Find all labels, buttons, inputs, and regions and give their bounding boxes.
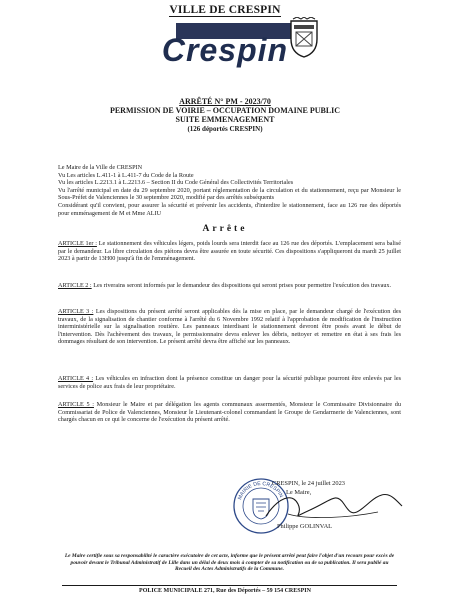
article-label: ARTICLE 4 : <box>58 375 94 382</box>
article-text: Les véhicules en infraction dont la présence constitue un danger pour la sécurité publique pourront être enlevés par les services de police aux frais de leur propriétaire. <box>58 375 402 390</box>
town-name-text: VILLE DE CRESPIN <box>169 4 281 16</box>
decree-title-block <box>0 97 450 134</box>
article-text: Les riverains seront informés par le demandeur des dispositions qui seront prises pour permettre l'exécution des travaux. <box>93 282 392 289</box>
preamble <box>58 164 401 217</box>
article-text: Les dispositions du présent arrêté seront applicables dès la mise en place, par le demandeur chargé de l'exécution des travaux, de la signalisation de chantier conforme à l'arrêté du 6 Novembre 1992 relatif à l'approbation de modification de l'instruction interministérielle sur la signalisation routière. Les panneaux interdisant le stationnement devront être posés avant le début de l'intervention. Dès l'achèvement des travaux, le permissionnaire devra enlever les débris, nettoyer et remettre en état à ses frais les dommages résultant de son intervention. Le présent arrêté devra être affiché sur les panneaux. <box>58 308 401 346</box>
preamble-line: Le Maire de la Ville de CRESPIN <box>58 164 143 171</box>
article-2 <box>58 282 401 290</box>
decree-number: ARRÊTÉ N° PM - 2023/70 <box>179 97 271 106</box>
article-label: ARTICLE 1er : <box>58 240 97 247</box>
decree-subject: PERMISSION DE VOIRIE – OCCUPATION DOMAINE PUBLIC <box>109 106 341 116</box>
handwritten-signature <box>258 486 408 526</box>
preamble-line: Considérant qu'il convient, pour assurer la sécurité et prévenir les accidents, d'interdire le stationnement, face au 126 rue des déportés pour emménagement de M et Mme ALIU <box>58 201 401 217</box>
article-1 <box>58 240 401 263</box>
article-4 <box>58 375 401 390</box>
signatory-name: Philippe GOLINVAL <box>277 523 333 530</box>
preamble-line: Vu l'arrêté municipal en date du 29 septembre 2020, portant réglementation de la circulation et du stationnement, reçu par Monsieur le Sous-Préfet de Valenciennes le 30 septembre 2020, modifié par des arrêtés subséquents <box>58 186 401 202</box>
town-name-header <box>0 4 450 16</box>
decree-location: (126 déportés CRESPIN) <box>187 124 263 133</box>
article-3 <box>58 308 401 346</box>
article-text: Le stationnement des véhicules légers, poids lourds sera interdit face au 126 rue des déportés. L'emplacement sera balisé par le demandeur. La libre circulation des piétons devra être assurée en toute sécurité. Ces dispositions s'appliqueront du mardi 25 juillet 2023 à partir de 13H00 jusqu'à fin de l'emménagement. <box>58 240 402 263</box>
arrete-heading: Arrête <box>202 224 248 234</box>
legal-notice: Le Maire certifie sous sa responsabilité le caractère exécutoire de cet acte, informe que le présent arrêté peut faire l'objet d'un recours pour excès de pouvoir devant le Tribunal Administratif de Lille dans un délai de deux mois à compter de sa notification ou de sa publication. Il sera publié au Recueil des Actes Administratifs de la Commune. <box>64 553 395 573</box>
preamble-line: Vu Les articles L.411-1 à L.411-7 du Code de la Route <box>58 171 194 179</box>
signature-role: Le Maire, <box>286 489 312 496</box>
article-text: Monsieur le Maire et par délégation les agents communaux assermentés, Monsieur le Commissaire Divisionnaire du Commissariat de Police de Valenciennes, Monsieur le Lieutenant-colonel commandant le Groupe de Gendarmerie de Valenciennes, sont chargés chacun en ce qui le concerne de l'exécution du présent arrêté. <box>58 401 401 424</box>
preamble-line: Vu les articles L.2213.1 à L.2213.6 – Section II du Code Général des Collectivités Territoriales <box>58 179 294 187</box>
decree-subject-2: SUITE EMMENAGEMENT <box>175 115 275 125</box>
article-label: ARTICLE 3 : <box>58 308 94 315</box>
article-5 <box>58 401 401 424</box>
footer-divider <box>62 585 397 586</box>
stamp-text: MAIRIE DE CRESPIN <box>237 480 284 501</box>
signature-place-date: CRESPIN, le 24 juillet 2023 <box>272 480 345 487</box>
coat-of-arms-icon <box>287 17 321 59</box>
article-label: ARTICLE 5 : <box>58 401 94 408</box>
footer-address: POLICE MUNICIPALE 271, Rue des Déportés – 59 154 CRESPIN <box>139 588 311 594</box>
article-label: ARTICLE 2 : <box>58 282 92 289</box>
crespin-logo: Crespin <box>161 32 289 68</box>
